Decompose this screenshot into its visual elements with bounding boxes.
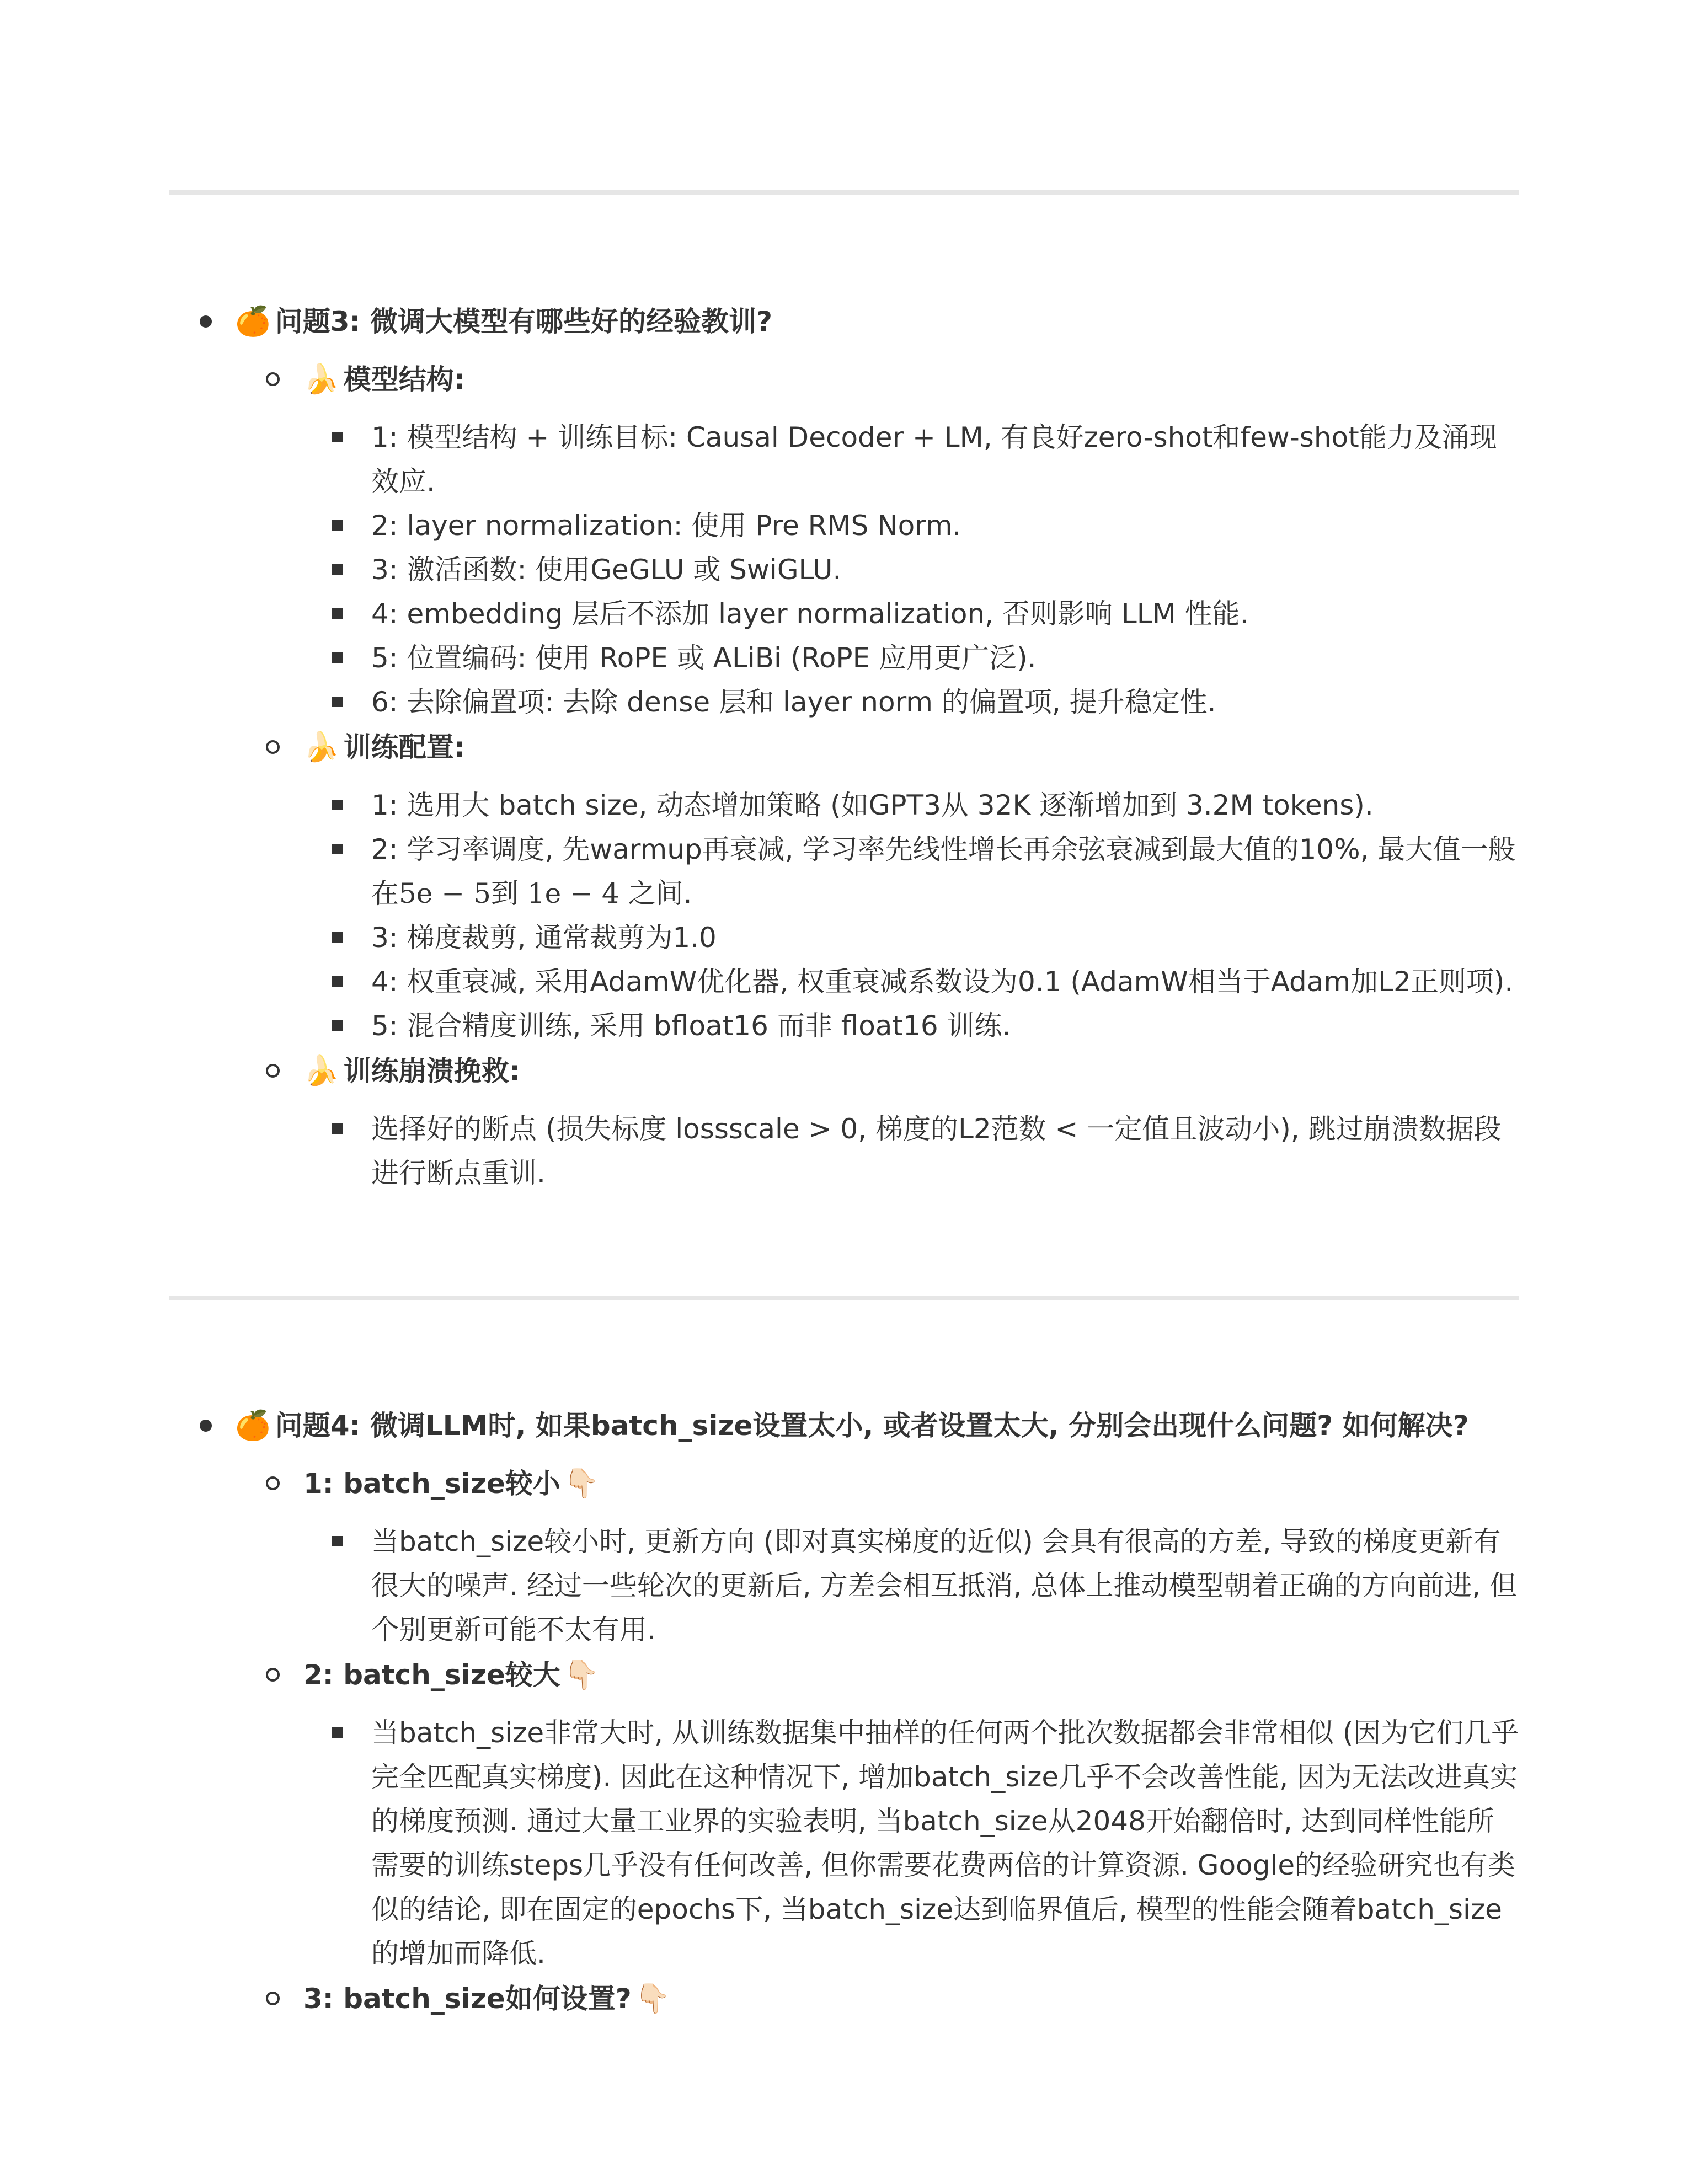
banana-icon: 🍌 [303, 363, 339, 396]
pointing-down-icon: 👇🏻 [563, 1658, 600, 1691]
bullet-square-icon [332, 800, 343, 810]
bullet-square-icon [332, 432, 343, 442]
bullet-square-icon [332, 652, 343, 663]
group-batch-large [169, 1653, 1519, 1976]
item-text: 6: 去除偏置项: 去除 dense 层和 layer norm 的偏置项, 提升稳定性. [371, 686, 1216, 718]
group-title: 3: batch_size如何设置? [303, 1983, 632, 2015]
pointing-down-icon: 👇🏻 [634, 1982, 671, 2015]
list-item [169, 504, 1519, 548]
divider [169, 190, 1519, 195]
bullet-square-icon [332, 844, 343, 854]
bullet-circle-icon [266, 740, 280, 754]
item-text: 3: 激活函数: 使用GeGLU 或 SwiGLU. [371, 554, 842, 586]
question-title: 问题4: 微调LLM时, 如果batch_size设置太小, 或者设置太大, 分别会出现什么问题? 如何解决? [275, 1410, 1469, 1442]
banana-icon: 🍌 [303, 731, 339, 764]
list-item [169, 415, 1519, 504]
group-batch-how-to-set [169, 1977, 1519, 2021]
bullet-square-icon [332, 697, 343, 707]
math-expression: 5e − 5 [399, 877, 491, 909]
bullet-square-icon [332, 564, 343, 575]
item-text: 3: 梯度裁剪, 通常裁剪为1.0 [371, 922, 717, 954]
banana-icon: 🍌 [303, 1054, 339, 1088]
item-text: 当batch_size非常大时, 从训练数据集中抽样的任何两个批次数据都会非常相似 (因为它们几乎完全匹配真实梯度). 因此在这种情况下, 增加batch_size几乎不会改善性能, 因为无法改进真实的梯度预测. 通过大量工业界的实验表明, 当batch_size从2048开始翻倍时, 达到同样性能所需要的训练steps几乎没有任何改善, 但你需要花费两倍的计算资源. Google的经验研究也有类似的结论, 即在固定的epochs下, 当batch_size达到临界值后, 模型的性能会随着batch_size的增加而降低. [371, 1717, 1519, 1969]
bullet-square-icon [332, 1536, 343, 1546]
item-text: 之间. [619, 877, 692, 909]
list-item [169, 916, 1519, 960]
list-item [169, 1519, 1519, 1652]
question-title: 问题3: 微调大模型有哪些好的经验教训? [275, 306, 772, 338]
group-title: 模型结构: [343, 363, 465, 395]
item-text: 5: 位置编码: 使用 RoPE 或 ALiBi (RoPE 应用更广泛). [371, 642, 1037, 674]
bullet-circle-icon [266, 1668, 280, 1682]
list-item [169, 1711, 1519, 1976]
bullet-disc-icon [200, 1420, 212, 1432]
bullet-square-icon [332, 608, 343, 619]
item-text: 选择好的断点 (损失标度 lossscale > 0, 梯度的L2范数 < 一定值且波动小), 跳过崩溃数据段进行断点重训. [371, 1113, 1502, 1189]
list-item [169, 960, 1519, 1004]
item-text: 到 [490, 877, 527, 909]
tangerine-icon: 🍊 [235, 1409, 271, 1442]
math-expression: 1e − 4 [527, 877, 619, 909]
divider [169, 1296, 1519, 1300]
item-text: 4: 权重衰减, 采用AdamW优化器, 权重衰减系数设为0.1 (AdamW相当于Adam加L2正则项). [371, 966, 1514, 998]
tangerine-icon: 🍊 [235, 305, 271, 338]
list-item [169, 783, 1519, 827]
group-title: 训练配置: [343, 731, 465, 763]
bullet-square-icon [332, 1020, 343, 1031]
bullet-circle-icon [266, 1476, 280, 1490]
question-4 [169, 1404, 1519, 2021]
item-text: 5: 混合精度训练, 采用 bfloat16 而非 float16 训练. [371, 1010, 1011, 1042]
group-title: 训练崩溃挽救: [343, 1055, 520, 1087]
item-text: 1: 选用大 batch size, 动态增加策略 (如GPT3从 32K 逐渐增加到 3.2M tokens). [371, 789, 1374, 821]
group-title: 2: batch_size较大 [303, 1659, 560, 1691]
list-item [169, 1107, 1519, 1195]
question-4-list [169, 1404, 1519, 2021]
bullet-square-icon [332, 932, 343, 943]
pointing-down-icon: 👇🏻 [563, 1467, 600, 1500]
group-batch-small [169, 1462, 1519, 1652]
list-item [169, 592, 1519, 636]
bullet-square-icon [332, 520, 343, 531]
list-item [169, 1004, 1519, 1048]
bullet-circle-icon [266, 1064, 280, 1078]
question-3 [169, 299, 1519, 1195]
item-text: 2: 学习率调度, 先warmup再衰减, 学习率先线性增长再余弦衰减到最大值的10%, 最大值一般在 [371, 833, 1516, 909]
group-title: 1: batch_size较小 [303, 1468, 560, 1500]
bullet-square-icon [332, 1727, 343, 1738]
bullet-square-icon [332, 1123, 343, 1134]
list-item [169, 680, 1519, 724]
group-model-structure [169, 357, 1519, 724]
group-training-config [169, 725, 1519, 1048]
item-text: 当batch_size较小时, 更新方向 (即对真实梯度的近似) 会具有很高的方差, 导致的梯度更新有很大的噪声. 经过一些轮次的更新后, 方差会相互抵消, 总体上推动模型朝着正确的方向前进, 但个别更新可能不太有用. [371, 1525, 1518, 1646]
item-text: 2: layer normalization: 使用 Pre RMS Norm. [371, 510, 961, 542]
bullet-disc-icon [200, 315, 212, 328]
bullet-circle-icon [266, 1992, 280, 2005]
list-item [169, 548, 1519, 592]
list-item [169, 827, 1519, 916]
bullet-circle-icon [266, 372, 280, 386]
item-text: 1: 模型结构 + 训练目标: Causal Decoder + LM, 有良好zero-shot和few-shot能力及涌现效应. [371, 421, 1497, 497]
question-3-list [169, 299, 1519, 1196]
item-text: 4: embedding 层后不添加 layer normalization, 否则影响 LLM 性能. [371, 598, 1249, 630]
list-item [169, 636, 1519, 680]
group-training-crash-recovery [169, 1049, 1519, 1195]
bullet-square-icon [332, 976, 343, 987]
